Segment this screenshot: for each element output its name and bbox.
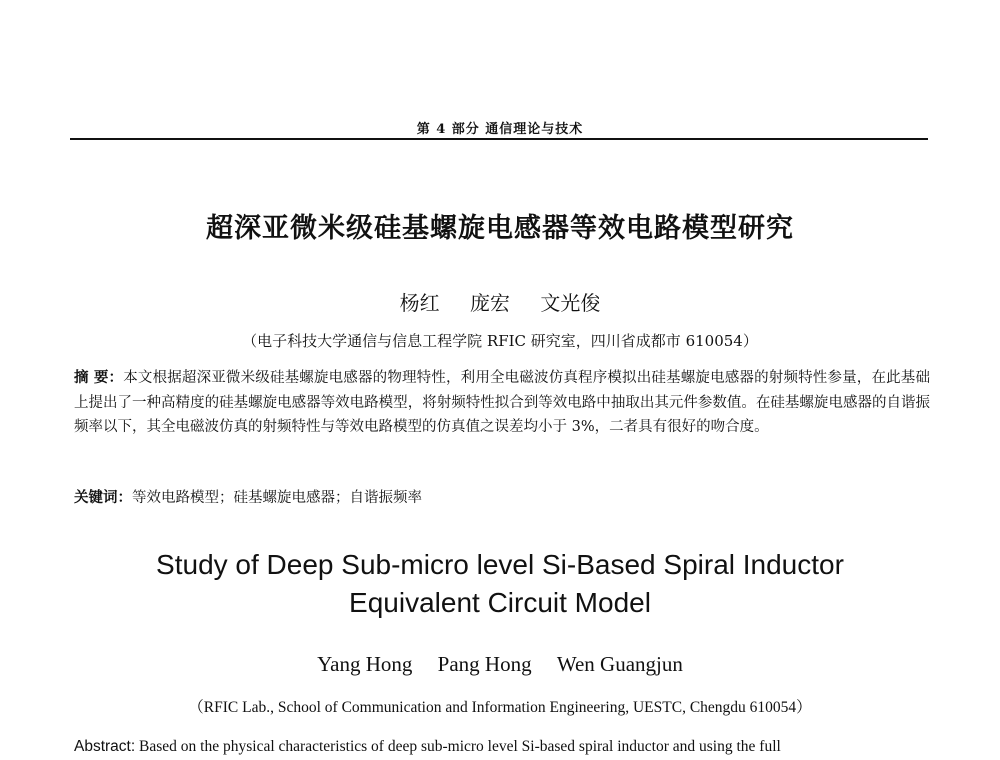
english-abstract xyxy=(74,736,934,758)
chinese-affiliation: （电子科技大学通信与信息工程学院 RFIC 研究室，四川省成都市 610054） xyxy=(242,332,758,350)
chinese-abstract-label: 摘 要： xyxy=(74,369,124,386)
author-1-cn: 杨红 xyxy=(399,291,440,315)
author-1-en: Yang Hong xyxy=(317,652,413,676)
english-abstract-label: Abstract: xyxy=(74,738,136,755)
chinese-abstract xyxy=(74,366,930,440)
chinese-title: 超深亚微米级硅基螺旋电感器等效电路模型研究 xyxy=(206,213,794,244)
author-2-en: Pang Hong xyxy=(437,652,532,676)
chinese-keywords-text: 等效电路模型；硅基螺旋电感器；自谐振频率 xyxy=(132,490,422,506)
author-3-cn: 文光俊 xyxy=(540,291,601,315)
english-affiliation: （RFIC Lab., School of Communication and Information Engineering, UESTC, Chengdu 610054） xyxy=(188,699,812,716)
english-title-line-1: Study of Deep Sub-micro level Si-Based Spiral Inductor xyxy=(156,549,844,580)
english-title xyxy=(60,546,940,622)
chinese-keywords xyxy=(74,486,930,510)
chinese-authors xyxy=(0,287,1000,316)
chinese-keywords-label: 关键词： xyxy=(74,489,132,506)
chinese-abstract-text: 本文根据超深亚微米级硅基螺旋电感器的物理特性，利用全电磁波仿真程序模拟出硅基螺旋电感器的射频特性参量，在此基础上提出了一种高精度的硅基螺旋电感器等效电路模型，将射频特性拟合到等效电路中抽取出其元件参数值。在硅基螺旋电感器的自谐振频率以下，其全电磁波仿真的射频特性与等效电路模型的仿真值之误差均小于 3%，二者具有很好的吻合度。 xyxy=(74,370,930,435)
running-head: 第 4 部分 通信理论与技术 xyxy=(416,122,584,137)
author-3-en: Wen Guangjun xyxy=(556,652,683,676)
header-rule xyxy=(70,138,928,140)
author-2-cn: 庞宏 xyxy=(470,291,510,315)
english-title-line-2: Equivalent Circuit Model xyxy=(349,587,651,618)
english-abstract-text: Based on the physical characteristics of deep sub-micro level Si-based spiral inductor and using the full xyxy=(135,738,781,755)
english-authors xyxy=(0,652,1000,677)
